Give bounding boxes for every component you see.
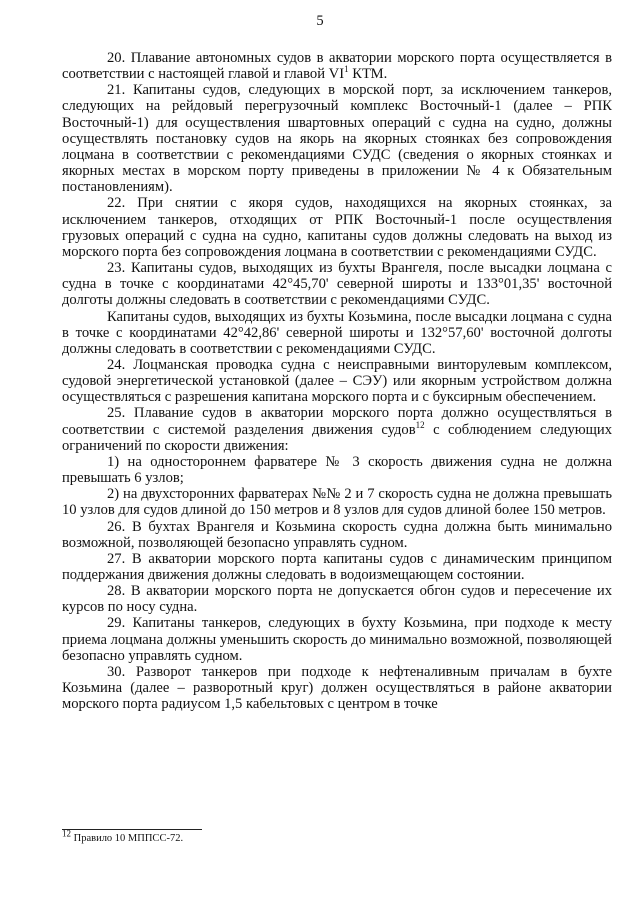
paragraph-26: 26. В бухтах Врангеля и Козьмина скорость судна должна быть минимально возможной, позволяющей безопасно управлять судном.	[62, 518, 612, 551]
superscript-mark: 1	[344, 64, 349, 75]
paragraph-23-continued: Капитаны судов, выходящих из бухты Козьмина, после высадки лоцмана с судна в точке с координатами 42°42,86' северной широты и 132°57,60' восточной долготы должны следовать в соответствии с рекомендациями СУДС.	[62, 308, 612, 357]
body-text	[62, 50, 612, 712]
footnote	[62, 828, 184, 845]
paragraph-24: 24. Лоцманская проводка судна с неисправными винторулевым комплексом, судовой энергетической установкой (далее – СЭУ) или якорным устройством должна осуществляться с разрешения капитана морского порта и с буксирным обеспечением.	[62, 356, 612, 406]
paragraph-21: 21. Капитаны судов, следующих в морской порт, за исключением танкеров, следующих на рейдовый перегрузочный комплекс Восточный-1 (далее – РПК Восточный-1) для осуществления швартовных операций с судна на судно, должны осуществлять постановку судов на якорь на якорных стоянках без сопровождения лоцмана в соответствии с рекомендациями СУДС (сведения о якорных стоянках и якорных местах в морском порту приведены в приложении № 4 к Обязательным постановлениям).	[62, 82, 612, 196]
footnote-text: Правило 10 МППСС-72.	[71, 833, 184, 844]
paragraph-22: 22. При снятии с якоря судов, находящихся на якорных стоянках, за исключением танкеров, отходящих от РПК Восточный-1 после осуществления грузовых операций с судна на судно, капитаны судов должны следовать на выход из морского порта без сопровождения лоцмана в соответствии с рекомендациями СУДС.	[62, 195, 612, 260]
paragraph-20: 20. Плавание автономных судов в акватории морского порта осуществляется в соответствии с настоящей главой и главой $VI^1$ КТМ.	[62, 50, 612, 83]
list-item-1: 1) на одностороннем фарватере № 3 скорость движения судна не должна превышать 6 узлов;	[62, 453, 612, 487]
footnote-mark: 12	[62, 828, 71, 839]
paragraph-27: 27. В акватории морского порта капитаны судов с динамическим принципом поддержания движения должны следовать в водоизмещающем состоянии.	[62, 550, 612, 583]
list-item-2: 2) на двухсторонних фарватерах №№ 2 и 7 скорость судна не должна превышать 10 узлов для судов длиной до 150 метров и 8 узлов для судов длиной более 150 метров.	[62, 486, 612, 519]
paragraph-23: 23. Капитаны судов, выходящих из бухты Врангеля, после высадки лоцмана с судна в точке с координатами 42°45,70' северной широты и 133°01,35' восточной долготы должны следовать в соответствии с рекомендациями СУДС.	[62, 260, 612, 309]
paragraph-29: 29. Капитаны танкеров, следующих в бухту Козьмина, при подходе к месту приема лоцмана должны уменьшить скорость до минимально возможной, позволяющей безопасно управлять судном.	[62, 615, 612, 664]
page-number: 5	[316, 13, 324, 29]
footnote-divider	[62, 829, 202, 830]
paragraph-30: 30. Разворот танкеров при подходе к нефтеналивным причалам в бухте Козьмина (далее – разворотный круг) должен осуществляться в районе акватории морского порта радиусом 1,5 кабельтовых с центром в точке	[62, 663, 612, 713]
footnote-reference[interactable]: 12	[415, 419, 425, 430]
paragraph-25: 25. Плавание судов в акватории морского порта должно осуществляться в соответствии с системой разделения движения судов$^{12}$ с соблюдением следующих ограничений по скорости движения:	[62, 405, 613, 454]
paragraph-28: 28. В акватории морского порта не допускается обгон судов и пересечение их курсов по носу судна.	[62, 583, 612, 616]
